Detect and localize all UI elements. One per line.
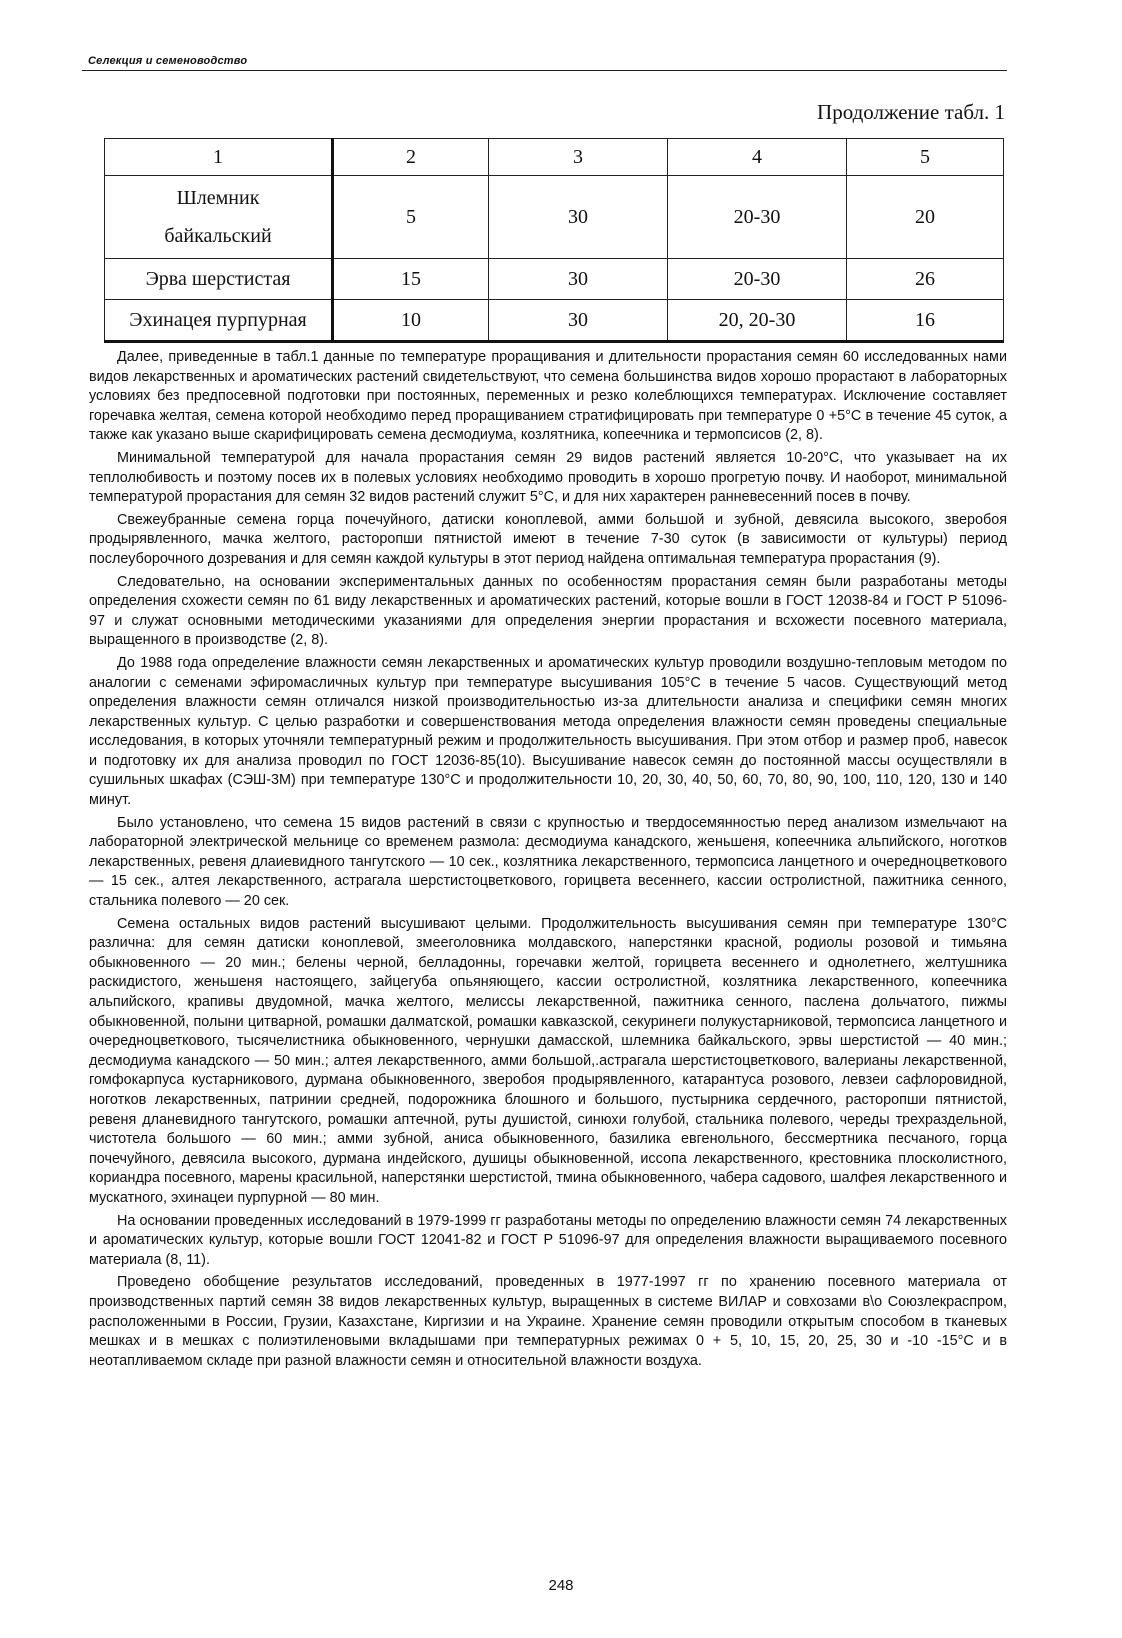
species-name-line: байкальский [164,225,272,247]
paragraph: Проведено обобщение результатов исследований, проведенных в 1977-1997 гг по хранению посевного материала от производственных партий семян 38 видов лекарственных культур, выращенных в системе ВИЛАР и совхозами в\о Союзлекраспром, расположенными в России, Грузии, Казахстане, Киргизии и на Украине. Хранение семян проводили открытым способом в тканевых мешках и в мешках с полиэтиленовыми вкладышами при температурных режимах 0 + 5, 10, 15, 20, 25, 30 и -10 -15°С и в неотапливаемом складе при разной влажности семян и относительной влажности воздуха. [89,1274,1007,1369]
paragraph: Было установлено, что семена 15 видов растений в связи с крупностью и твердосемянностью перед анализом измельчают на лабораторной электрической мельнице со временем размола: десмодиума канадского, женьшеня, копеечника альпийского, ноготков лекарственных, ревеня длаиевидного тангутского — 10 сек., козлятника лекарственного, термопсиса ланцетного и очередноцветкового — 15 сек., алтея лекарственного, астрагала шерстистоцветкового, горицвета весеннего, кассии остролистной, пажитника сенного, стальника полевого — 20 сек. [89,814,1007,910]
paragraph: Семена остальных видов растений высушивают целыми. Продолжительность высушивания семян при температуре 130°С различна: для семян датиски коноплевой, змееголовника молдавского, наперстянки красной, родиолы розовой и тимьяна обыкновенного — 20 мин.; белены черной, белладонны, горечавки желтой, горицвета весеннего и однолетнего, желтушника раскидистого, женьшеня настоящего, зайцегуба опьяняющего, кассии остролистной, козлятника лекарственного, копеечника альпийского, крапивы двудомной, мачка желтого, мелиссы лекарственной, пажитника сенного, паслена дольчатого, пижмы обыкновенной, полыни цитварной, ромашки далматской, ромашки кавказской, секуринеги полукустарниковой, термопсиса ланцетного и очередноцветкового, тысячелистника обыкновенного, чернушки дамасской, шлемника байкальского, эрвы шерстистой — 40 мин.; десмодиума канадского — 50 мин.; алтея лекарственного, амми большой,.астрагала шерстистоцветкового, валерианы лекарственной, гомфокарпуса кустарникового, дурмана обыкновенного, зверобоя продырявленного, катарантуса розового, левзеи сафлоровидной, ноготков лекарственных, патринии средней, подорожника блошного и большого, пустырника сердечного, расторопши пятнистой, ревеня дланевидного тангутского, ромашки аптечной, руты душистой, синюхи голубой, стальника полевого, череды трехраздельной, чистотела большого — 60 мин.; амми зубной, аниса обыкновенного, базилика евгенольного, бессмертника песчаного, горца почечуйного, девясила высокого, дурмана индейского, душицы обыкновенной, иссопа лекарственного, крестовника плосколистного, кориандра посевного, марены красильной, наперстянки шерстистой, тмина обыкновенного, чабера садового, шалфея лекарственного и мускатного, эхинацеи пурпурной — 80 мин. [89,915,1007,1206]
paragraph: Далее, приведенные в табл.1 данные по температуре проращивания и длительности прорастания семян 60 исследованных нами видов лекарственных и ароматических растений свидетельствуют, что семена большинства видов хорошо прорастают в лабораторных условиях без предпосевной подготовки при постоянных, переменных и резко колеблющихся температурах. Исключение составляет горечавка желтая, семена которой необходимо перед проращиванием стратифицировать при температуре 0 +5°С в течение 45 суток, а также как указано выше скарифицировать семена десмодиума, козлятника, копеечника и термопсисов (2, 8). [89,349,1007,444]
species-cell: Эрва шерстистая [105,259,333,300]
header-cell: 2 [333,139,489,176]
paragraph: Свежеубранные семена горца почечуйного, датиски коноплевой, амми большой и зубной, девясила высокого, зверобоя продырявленного, мачка желтого, расторопши пятнистой имеют в течение 7-30 суток (в зависимости от культуры) период послеуборочного дозревания и для семян каждой культуры в этот период найдена оптимальная температура прорастания (9). [89,511,1007,567]
table-cell: 5 [333,176,489,259]
table-cell: 16 [847,300,1004,342]
page-number: 248 [548,1577,574,1594]
paragraph: На основании проведенных исследований в 1979-1999 гг разработаны методы по определению влажности семян 74 лекарственных и ароматических культур, которые вошли ГОСТ 12041-82 и ГОСТ Р 51096-97 для определения влажности выращиваемого посевного материала (8, 11). [89,1212,1007,1268]
table-cell: 30 [489,176,668,259]
table-cell: 10 [333,300,489,342]
header-cell: 1 [105,139,333,176]
species-name-line: Шлемник [176,187,260,209]
species-cell [105,176,333,259]
header-cell: 4 [668,139,847,176]
table-row [105,300,1004,342]
running-title: Селекция и семеноводство [88,55,248,67]
table-caption: Продолжение табл. 1 [817,100,1005,124]
table-cell: 20, 20-30 [668,300,847,342]
table-row [105,176,1004,259]
table-cell: 30 [489,259,668,300]
table-cell: 20-30 [668,176,847,259]
table-row [105,259,1004,300]
paragraph: Следовательно, на основании экспериментальных данных по особенностям прорастания семян были разработаны методы определения схожести семян по 61 виду лекарственных и ароматических растений, которые вошли в ГОСТ 12038-84 и ГОСТ Р 51096-97 и служат основными методическими указаниями для определения энергии прорастания и всхожести посевного материала, выращенного в производстве (2, 8). [89,573,1007,649]
article-body [89,348,1007,1374]
data-table [104,138,1004,343]
table-cell: 30 [489,300,668,342]
table-cell: 20-30 [668,259,847,300]
table-header-row [105,139,1004,176]
header-cell: 5 [847,139,1004,176]
table-cell: 26 [847,259,1004,300]
table-cell: 15 [333,259,489,300]
species-cell: Эхинацея пурпурная [105,300,333,342]
table-cell: 20 [847,176,1004,259]
header-cell: 3 [489,139,668,176]
paragraph: До 1988 года определение влажности семян лекарственных и ароматических культур проводили воздушно-тепловым методом по аналогии с семенами эфиромасличных культур при температуре высушивания 105°С в течение 5 часов. Существующий метод определения влажности семян отличался низкой производительностью из-за длительности анализа и специфики семян многих лекарственных культур. С целью разработки и совершенствования метода определения влажности семян проведены специальные исследования, в которых уточняли температурный режим и продолжительность высушивания. При этом отбор и размер проб, навесок и подготовку их для анализа проводил по ГОСТ 12036-85(10). Высушивание навесок семян до постоянной массы осуществляли в сушильных шкафах (СЭШ-3М) при температуре 130°С и продолжительности 10, 20, 30, 40, 50, 60, 70, 80, 90, 100, 110, 120, 130 и 140 минут. [89,654,1007,809]
paragraph: Минимальной температурой для начала прорастания семян 29 видов растений является 10-20°С, что указывает на их теплолюбивость и поэтому посев их в полевых условиях необходимо проводить в хорошо прогретую почву. И наоборот, минимальной температурой прорастания для семян 32 видов растений служит 5°С, и для них характерен ранневесенний посев в почву. [89,449,1007,506]
header-rule [82,70,1007,71]
